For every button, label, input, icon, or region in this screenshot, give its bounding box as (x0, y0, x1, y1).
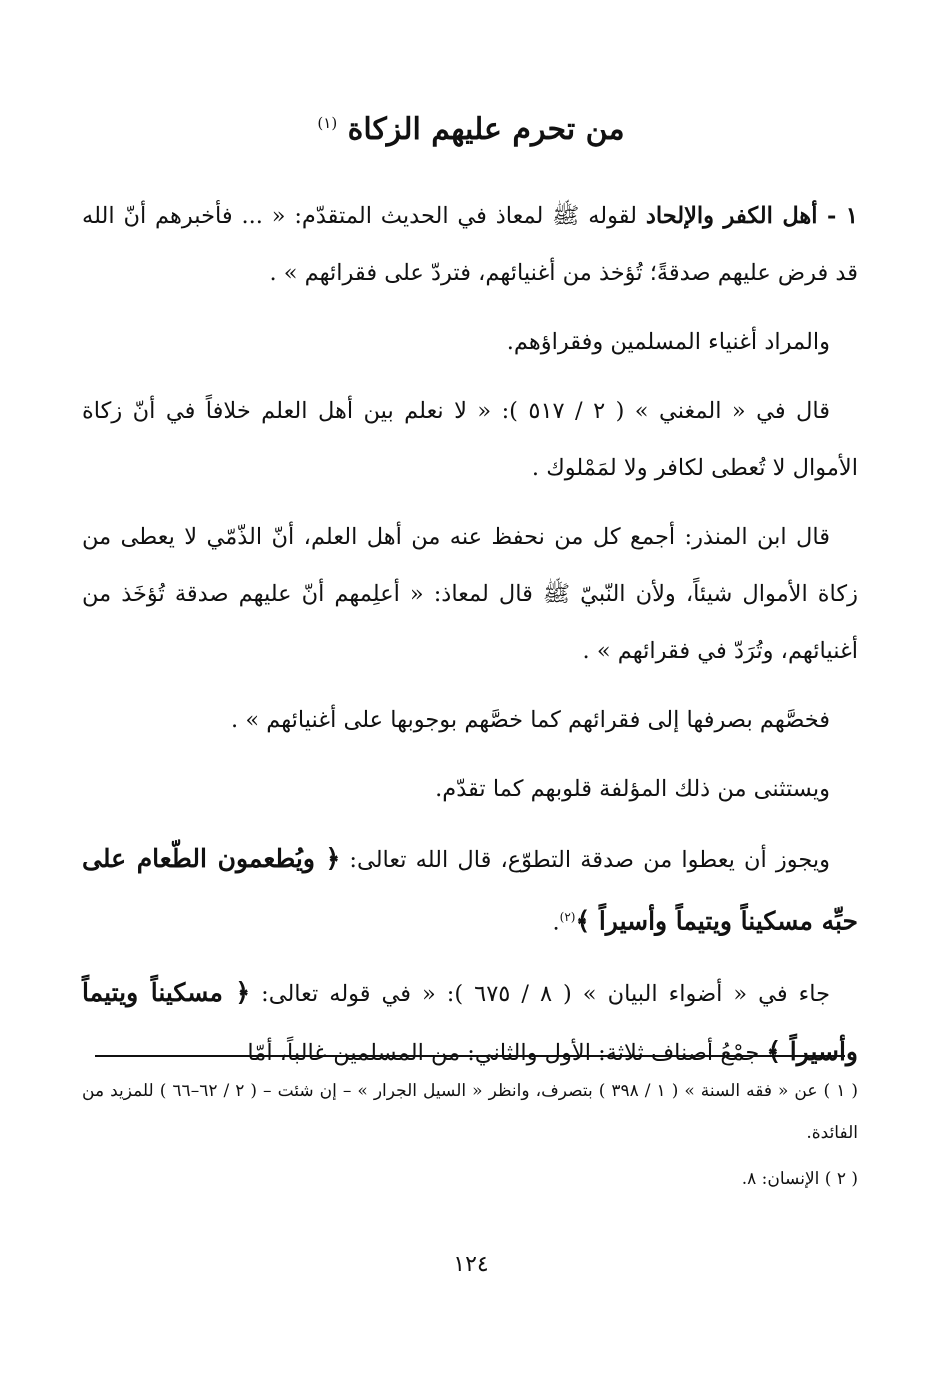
quran-verse-2: ﴿ مسكيناً ويتيماً وأسيراً ﴾ (82, 977, 858, 1066)
paragraph-6: ويستثنى من ذلك المؤلفة قلوبهم كما تقدّم. (435, 776, 830, 802)
paragraph-8 (82, 964, 858, 1082)
paragraph-5: فخصَّهم بصرفها إلى فقرائهم كما خصَّهم بوجوبها على أغنيائهم » . (231, 707, 830, 733)
paragraph-2: والمراد أغنياء المسلمين وفقراؤهم. (506, 329, 830, 355)
title-footnote-mark: (١) (317, 114, 338, 132)
item-heading: أهل الكفر والإلحاد (645, 203, 818, 229)
paragraph-4: قال ابن المنذر: أجمع كل من نحفظ عنه من أهل العلم، أنّ الذّمّي لا يعطى من زكاة الأموال شيئاً، ولأن النّبيّ ﷺ قال لمعاذ: « أعلِمهم أنّ عليهم صدقة تُؤخَذ من أغنيائهم، وتُرَدّ في فقرائهم » . (82, 524, 858, 664)
footnotes (82, 1070, 858, 1204)
page-title (0, 112, 942, 147)
paragraph-8-text: جاء في « أضواء البيان » ( ٨ / ٦٧٥ ): « في قوله تعالى: (250, 980, 831, 1007)
paragraph-3: قال في « المغني » ( ٢ / ٥١٧ ): « لا نعلم بين أهل العلم خلافاً في أنّ زكاة الأموال لا تُعطى لكافر ولا لمَمْلوك . (82, 398, 858, 481)
footnote-divider (95, 1055, 845, 1057)
paragraph-1 (82, 188, 858, 302)
page-number: ١٢٤ (453, 1252, 489, 1277)
paragraph-8-rest: جمْعُ أصناف ثلاثة: الأول والثاني: من المسلمين غالباً، أمّا (247, 1039, 767, 1066)
paragraph-7-end: . (552, 909, 560, 936)
main-text (82, 188, 858, 1094)
paragraph-7-text: ويجوز أن يعطوا من صدقة التطوّع، قال الله تعالى: (340, 847, 830, 873)
title-text: من تحرم عليهم الزكاة (347, 112, 625, 147)
footnote-1: ( ١ ) عن « فقه السنة » ( ١ / ٣٩٨ ) بتصرف، وانظر « السيل الجرار » – إن شئت – ( ٢ / ٦٢–٦٦ ) للمزيد من الفائدة. (82, 1081, 858, 1143)
footnote-2: ( ٢ ) الإنسان: ٨. (741, 1169, 858, 1189)
quran-verse: ﴿ ويُطعمون الطّعام على حبِّه مسكيناً ويتيماً وأسيراً ﴾ (82, 844, 858, 936)
item-number: ١ - (817, 203, 858, 229)
footnote-mark-2: (٢) (559, 910, 576, 924)
paragraph-1-text: لقوله ﷺ لمعاذ في الحديث المتقدّم: « ... فأخبرهم أنّ الله قد فرض عليهم صدقةً؛ تُؤخذ من أغنيائهم، فتردّ على فقرائهم » . (82, 203, 858, 286)
paragraph-7 (82, 830, 858, 952)
